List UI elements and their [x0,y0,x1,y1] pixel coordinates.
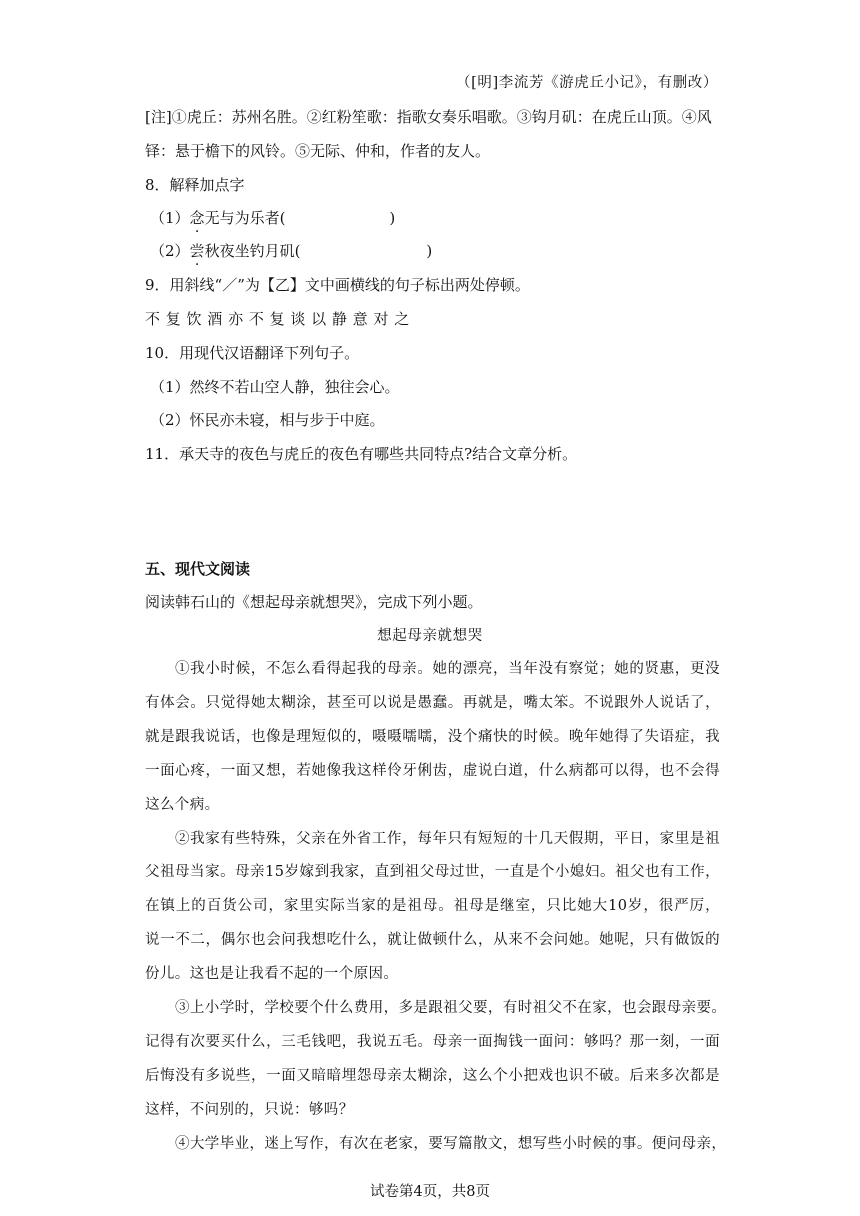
article-line: ①我小时候，不怎么看得起我的母亲。她的漂亮，当年没有察觉；她的贤惠，更没 [175,661,720,677]
source-citation: （[明]李流芳《游虎丘小记》，有删改） [456,75,718,91]
note-line-1: [注]①虎丘：苏州名胜。②红粉笙歌：指歌女奏乐唱歌。③钩月矶：在虎丘山顶。④风 [145,108,712,126]
q8-2-text: 秋夜坐钓月矶( [204,242,301,260]
article-line: 父祖母当家。母亲15岁嫁到我家，直到祖父母过世，一直是个小媳妇。祖父也有工作， [145,864,720,880]
article-title: 想起母亲就想哭 [377,628,483,644]
q8-1-text: 无与为乐者( [204,209,286,227]
article-line: ④大学毕业，迷上写作，有次在老家，要写篇散文，想写些小时候的事。便问母亲， [175,1136,727,1152]
question-10: 10．用现代汉语翻译下列句子。 [145,344,360,362]
article-line: 这么个病。 [145,797,220,813]
note-line-2: 铎：悬于檐下的风铃。⑤无际、仲和，作者的友人。 [145,142,491,160]
question-10-2: （2）怀民亦未寝，相与步于中庭。 [150,411,385,429]
article-line: 说一不二，偶尔也会问我想吃什么，就让做顿什么，从来不会问她。她呢，只有做饭的 [145,932,720,948]
article-line: 有体会。只觉得她太糊涂，甚至可以说是愚蠢。再就是，嘴太笨。不说跟外人说话了， [145,695,720,711]
article-line: 记得有次要买什么，三毛钱吧，我说五毛。母亲一面掏钱一面问：够吗？那一刻，一面 [145,1034,720,1050]
article-line: 份儿。这也是让我看不起的一个原因。 [145,966,399,982]
question-8-2 [150,241,432,261]
question-9-sentence: 不 复 饮 酒 亦 不 复 谈 以 静 意 对 之 [145,310,410,328]
article-line: 在镇上的百货公司，家里实际当家的是祖母。祖母是继室，只比她大10岁，很严厉， [145,898,720,914]
article-line: 后悔没有多说些，一面又暗暗埋怨母亲太糊涂，这么个小把戏也识不破。后来多次都是 [145,1068,720,1084]
q8-2-close: ) [426,242,433,260]
article-line: ③上小学时，学校要个什么费用，多是跟祖父要，有时祖父不在家，也会跟母亲要。 [175,1000,727,1016]
article-line: 一面心疼，一面又想，若她像我这样伶牙俐齿，虚说白道，什么病都可以得，也不会得 [145,763,720,779]
q8-1-close: ) [389,209,396,227]
question-10-1: （1）然终不若山空人静，独往会心。 [150,378,400,396]
section-5-intro: 阅读韩石山的《想起母亲就想哭》，完成下列小题。 [145,593,483,611]
section-5-title: 五、现代文阅读 [145,560,251,578]
q8-2-number: （2） [150,242,190,260]
question-8-1 [150,208,395,228]
q8-2-dotted-char: 尝 [189,242,205,260]
question-11: 11．承天寺的夜色与虎丘的夜色有哪些共同特点?结合文章分析。 [145,445,578,463]
page-footer: 试卷第4页，共8页 [370,1184,490,1200]
article-line: ②我家有些特殊，父亲在外省工作，每年只有短短的十几天假期，平日，家里是祖 [175,831,720,847]
article-line: 就是跟我说话，也像是理短似的，嗫嗫嚅嚅，没个痛快的时候。晚年她得了失语症，我 [145,729,720,745]
q8-1-number: （1） [150,209,190,227]
q8-1-dotted-char: 念 [189,209,205,227]
question-8: 8．解释加点字 [145,176,245,194]
article-line: 这样，不问别的，只说：够吗？ [145,1102,354,1118]
question-9: 9．用斜线“／”为【乙】文中画横线的句子标出两处停顿。 [145,276,530,294]
